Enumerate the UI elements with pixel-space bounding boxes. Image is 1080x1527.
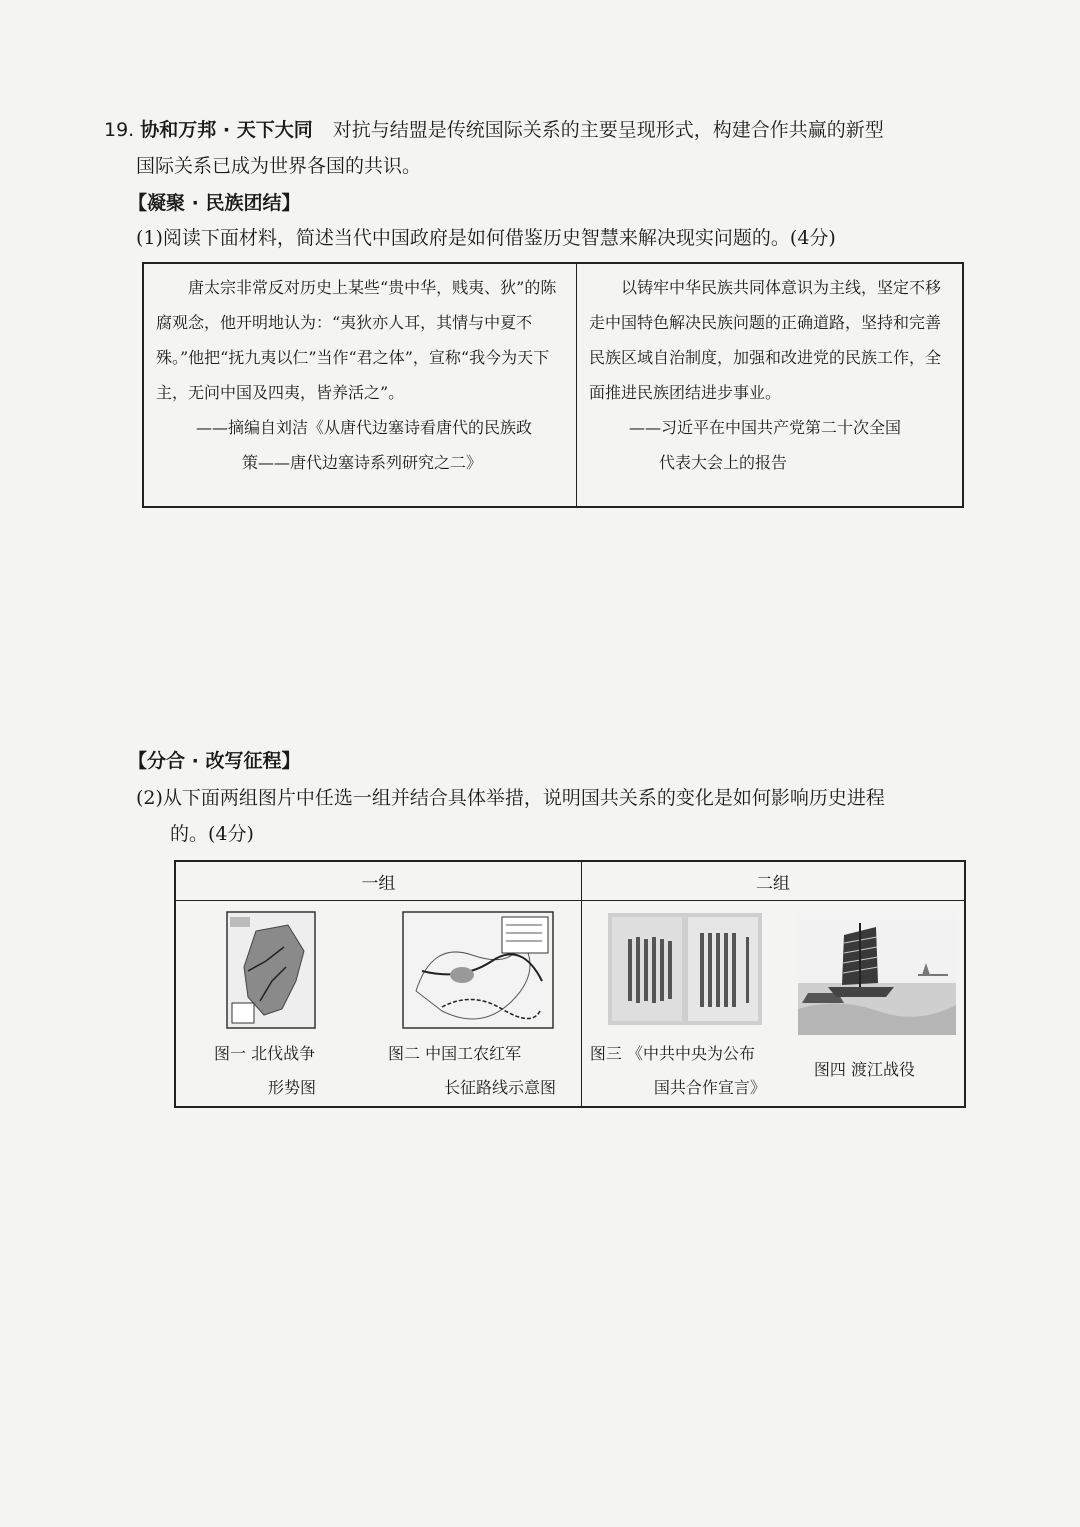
section2-heading: 【分合 · 改写征程】 <box>128 750 301 772</box>
material-right-text: 以铸牢中华民族共同体意识为主线，坚定不移走中国特色解决民族问题的正确道路，坚持和完善民族区域自治制度，加强和改进党的民族工作，全面推进民族团结进步事业。 <box>589 278 942 402</box>
picture-table <box>174 860 966 1108</box>
group1-header: 一组 <box>175 861 581 901</box>
question-header <box>104 112 984 184</box>
question-number: 19. <box>104 119 135 141</box>
river-crossing-battle-figure <box>798 913 956 1035</box>
section2-prompt-line2: 的。(4分) <box>170 823 254 845</box>
figure1-caption-line2: 形势图 <box>268 1078 317 1097</box>
material-left-source-line2: 策——唐代边塞诗系列研究之二》 <box>242 453 483 472</box>
figure3-caption-line2: 国共合作宣言》 <box>653 1078 766 1097</box>
question-intro-line2: 国际关系已成为世界各国的共识。 <box>136 155 422 177</box>
declaration-document-figure <box>608 913 762 1025</box>
material-left-cell <box>143 263 577 507</box>
group2-header: 二组 <box>581 861 965 901</box>
long-march-route-map-figure <box>402 911 554 1029</box>
material-right-source-line1: ——习近平在中国共产党第二十次全国 <box>629 418 902 437</box>
section2-prompt-line1: (2)从下面两组图片中任选一组并结合具体举措，说明国共关系的变化是如何影响历史进程 <box>136 787 885 809</box>
question-title: 协和万邦 · 天下大同 <box>140 119 313 141</box>
section1-heading: 【凝聚 · 民族团结】 <box>128 192 301 214</box>
section1-prompt: (1)阅读下面材料，简述当代中国政府是如何借鉴历史智慧来解决现实问题的。(4分) <box>136 227 836 249</box>
material-left-text: 唐太宗非常反对历史上某些“贵中华，贱夷、狄”的陈腐观念，他开明地认为：“夷狄亦人耳，其情与中夏不殊。”他把“抚九夷以仁”当作“君之体”，宣称“我今为天下主，无问中国及四夷，皆养活之”。 <box>156 278 557 402</box>
material-right-cell <box>577 263 964 507</box>
material-table <box>142 262 964 508</box>
group2-cell <box>581 901 965 1108</box>
northern-expedition-map-figure <box>226 911 316 1029</box>
material-left-source-line1: ——摘编自刘洁《从唐代边塞诗看唐代的民族政 <box>196 418 533 437</box>
figure3-caption-line1: 图三 《中共中央为公布 <box>589 1044 755 1063</box>
figure2-caption-line1: 图二 中国工农红军 <box>388 1044 522 1063</box>
figure1-caption-line1: 图一 北伐战争 <box>214 1044 316 1063</box>
figure4-caption: 图四 渡江战役 <box>813 1060 915 1079</box>
section2-prompt <box>136 780 986 852</box>
group1-cell <box>175 901 581 1108</box>
question-intro-line1: 对抗与结盟是传统国际关系的主要呈现形式，构建合作共赢的新型 <box>332 119 884 141</box>
material-right-source-line2: 代表大会上的报告 <box>659 453 788 472</box>
figure2-caption-line2: 长征路线示意图 <box>444 1078 557 1097</box>
